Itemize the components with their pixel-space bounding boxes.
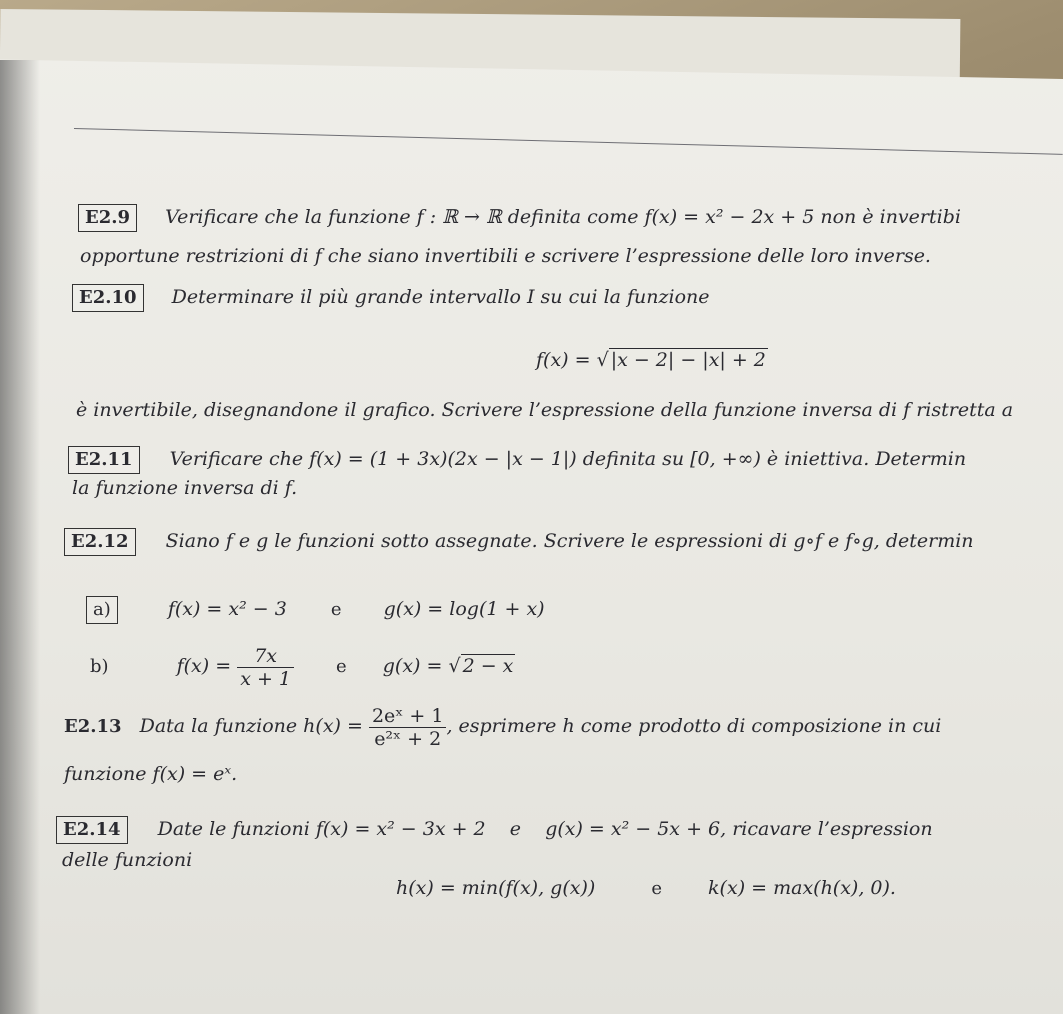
e212-line1-row (64, 528, 974, 556)
e214-h-formula: h(x) = min(f(x), g(x)) (396, 877, 596, 899)
e212-a-label: a) (86, 596, 118, 624)
e211-line2: la funzione inversa di f. (72, 477, 298, 499)
e212-b-f-lhs: f(x) = (176, 655, 232, 677)
e210-line1-row (72, 284, 710, 312)
e212-line1: Siano f e g le funzioni sotto assegnate. Scrivere le espressioni di g∘f e f∘g, determin (165, 530, 974, 552)
e210-formula-radicand: |x − 2| − |x| + 2 (610, 349, 766, 371)
e212-a-row (86, 596, 545, 624)
e214-line1: Date le funzioni f(x) = x² − 3x + 2 e g(x) = x² − 5x + 6, ricavare l’espression (157, 818, 933, 840)
e212-b-g-radicand: 2 − x (462, 655, 514, 677)
e210-formula-lhs: f(x) = √ (536, 349, 609, 371)
e214-label: E2.14 (56, 816, 128, 844)
e212-b-f-denominator: x + 1 (240, 667, 291, 690)
e210-label: E2.10 (72, 284, 144, 312)
e211-line1: Verificare che f(x) = (1 + 3x)(2x − |x − 1|) definita su [0, +∞) è iniettiva. Determin (169, 448, 967, 470)
e213-line1-post: , esprimere h come prodotto di composizione in cui (446, 715, 942, 737)
e210-line2: è invertibile, disegnandone il grafico. Scrivere l’espressione della funzione inversa di f ristretta a (76, 399, 1014, 421)
e213-h-numerator: 2eˣ + 1 (369, 705, 446, 728)
e29-line1-row (78, 204, 961, 232)
e212-a-e: e (330, 599, 342, 620)
e214-line1-row (56, 816, 933, 844)
e214-line2: delle funzioni (62, 849, 193, 871)
e212-b-f-numerator: 7x (237, 645, 294, 668)
e29-label: E2.9 (78, 204, 137, 232)
e210-line1: Determinare il più grande intervallo I su cui la funzione (171, 286, 710, 308)
e213-line1-row (64, 704, 941, 750)
e212-a-f: f(x) = x² − 3 (167, 598, 287, 620)
e214-e: e (651, 878, 662, 899)
e211-label: E2.11 (68, 446, 140, 474)
e212-b-e: e (336, 656, 347, 677)
page-shadow (0, 60, 40, 1014)
e29-line2: opportune restrizioni di f che siano invertibili e scrivere l’espressione delle loro inverse. (80, 245, 931, 267)
e212-a-g: g(x) = log(1 + x) (383, 598, 545, 620)
e213-line2: funzione f(x) = eˣ. (64, 763, 238, 785)
e213-label: E2.13 (64, 716, 122, 737)
e213-h-fraction (369, 705, 446, 750)
e213-line1-pre: Data la funzione h(x) = (139, 715, 363, 737)
e212-b-g-lhs: g(x) = √ (382, 655, 461, 677)
e214-k-formula: k(x) = max(h(x), 0). (708, 877, 896, 899)
e212-b-label: b) (90, 656, 109, 677)
e213-h-denominator: e²ˣ + 2 (374, 727, 442, 750)
e212-b-f-fraction (237, 645, 294, 690)
e212-label: E2.12 (64, 528, 136, 556)
e29-line1: Verificare che la funzione f : ℝ → ℝ definita come f(x) = x² − 2x + 5 non è invertibi (165, 206, 961, 228)
e214-formulas-row (396, 876, 896, 901)
e212-b-row (90, 644, 515, 690)
e211-line1-row (68, 446, 966, 474)
e210-formula (536, 348, 768, 372)
